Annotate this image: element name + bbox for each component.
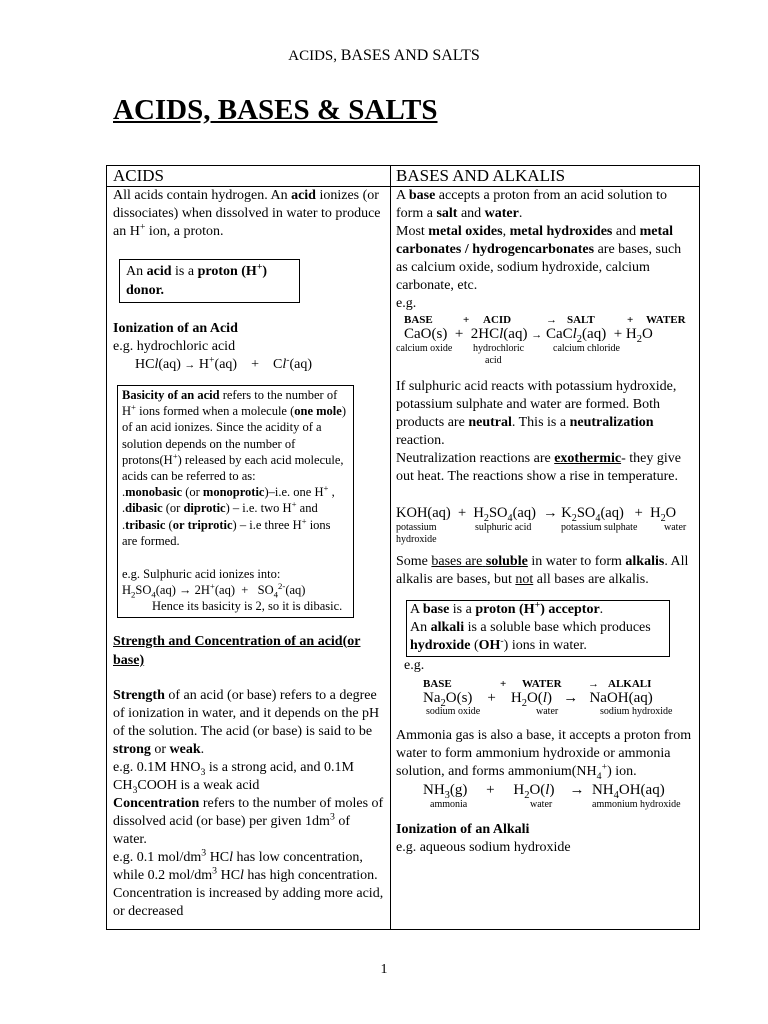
sulphuric-equation: $H_2SO_4(aq) \to 2H^+(aq) + SO_4^{2-}(aq)$ <box>122 581 306 600</box>
column-divider <box>390 166 391 929</box>
acid-ionization-heading: Ionization of an Acid <box>113 321 238 336</box>
cao-equation: BASE + ACID → SALT + WATER CaO(s) + 2HCl(aq) → CaCl$_2$(aq) + $H_2O$ calcium oxide hydrochloric acid calcium chloride <box>396 314 686 366</box>
acids-column-heading: ACIDS <box>113 166 165 185</box>
basicity-box: Basicity of an acid refers to the number of H+ ions formed when a molecule (one mole) of an acid ionizes. Since the acidity of a solution depends on the number of protons(H+) released by each acid molecule, acids can be referred to as: .monobasic (or monoprotic)–i.e. one H+ , .dibasic (or diprotic) – i.e. two H+ and .tribasic (or triprotic) – i.e three H+ ions are formed. e.g. Sulphuric acid ionizes into: $H_2SO_4(aq) \to 2H^+(aq) + SO_4^{2-}(aq)$ Hence its basicity is 2, so it is dibasic. <box>117 385 354 618</box>
strength-text: Strength of an acid (or base) refers to a degree of ionization in water, and it depends on the pH of the solution. The acid (or base) is said to be strong or weak. e.g. 0.1M $HNO_3$ is a strong acid, and 0.1M $CH_3COOH$ is a weak acid Concentration refers to the number of moles of dissolved acid (or base) per given $1dm^3$ of water. e.g. 0.1 mol/$dm^3$ HCl has low concentration, while 0.2 mol/$dm^3$ HCl has high concentration. Concentration is increased by adding more acid, or decreased <box>113 687 384 919</box>
base-examples-text: Most metal oxides, metal hydroxides and metal carbonates / hydrogencarbonates are bases, such as calcium oxide, sodium hydroxide, calcium carbonate, etc. <box>396 224 682 293</box>
acid-definition-box: An acid is a proton (H+) donor. <box>119 259 300 303</box>
page-number: 1 <box>380 962 388 977</box>
acids-column <box>113 187 385 921</box>
neutralization-text: If sulphuric acid reacts with potassium hydroxide, potassium sulphate and water are formed. Both products are neutral. This is a neutralization reaction. <box>396 379 677 448</box>
exothermic-text: Neutralization reactions are exothermic- they give out heat. The reactions show a rise in temperature. <box>396 451 681 484</box>
nh3-equation: $NH_3(g)$ + $H_2O(l)$ → $NH_4OH(aq)$ ammonia water ammonium hydroxide <box>423 782 681 810</box>
content-table <box>106 165 700 930</box>
acid-intro: All acids contain hydrogen. An acid ionizes (or dissociates) when dissolved in water to produce an H+ ion, a proton. <box>113 188 381 239</box>
alkali-ionization-heading: Ionization of an Alkali <box>396 822 530 837</box>
acid-ionization-example: e.g. hydrochloric acid <box>113 339 236 354</box>
alkali-ionization-example: e.g. aqueous sodium hydroxide <box>396 840 571 855</box>
hcl-equation: HCl(aq) → H+(aq) + Cl-(aq) <box>135 354 313 372</box>
running-header: ACIDS, BASES AND SALTS <box>288 47 480 64</box>
strength-heading: Strength and Concentration of an acid(or base) <box>113 633 361 668</box>
alkali-text: Some bases are soluble in water to form alkalis. All alkalis are bases, but not all bases are alkalis. <box>396 554 689 587</box>
base-definition-text: A base accepts a proton from an acid solution to form a salt and water. <box>396 188 668 221</box>
bases-column: A base accepts a proton from an acid solution to form a salt and water. Most metal oxides, metal hydroxides and metal carbonates / hydrogencarbonates are bases, such as calcium oxide, sodium hydroxide, calcium carbonate, etc. e.g. BASE + ACID → SALT + WATER CaO(s) + 2HCl(aq) → CaCl$_2$(aq) + $H_2O$ calcium oxide hydrochloric acid calcium chloride If sulphuric acid reacts with potassium hydroxide, potassium sulphate and water are formed. Both products are neutral. This is a neutralization reaction. Neutralization reactions are exothermic- they give out heat. The reactions show a rise in temperature. $KOH(aq) + H_2SO_4(aq) \to K_2SO_4(aq) + H_2O$ potassium hydroxide sulphuric acid potassium sulphate water Some bases are soluble in water to form alkalis. All alkalis are bases, but not all bases are alkalis. A base is a proton (H+) acceptor. An alkali is a soluble base which produces hydroxide (OH-) ions in water. e.g. BASE + WATER → ALKALI $Na_2O(s)$ + $H_2O(l)$ → NaOH(aq) sodium oxide water sodium hydroxide Ammonia gas is also a base, it accepts a proton from water to form ammonium hydroxide or ammonia solution, and forms $ammonium(NH_4^+)$ ion. $NH_3(g)$ + $H_2O(l)$ → $NH_4OH(aq)$ ammonia water ammonium hydroxide Ionization of an Alkali e.g. aqueous sodium hydroxide <box>396 187 696 857</box>
page-title: ACIDS, BASES & SALTS <box>113 94 438 126</box>
base-alkali-definition-box: A base is a proton (H+) acceptor. An alkali is a soluble base which produces hydroxide (OH-) ions in water. <box>406 600 670 657</box>
na2o-equation: BASE + WATER → ALKALI $Na_2O(s)$ + $H_2O(l)$ → NaOH(aq) sodium oxide water sodium hydroxide <box>423 678 673 717</box>
bases-column-heading: BASES AND ALKALIS <box>396 166 566 185</box>
ammonia-text: Ammonia gas is also a base, it accepts a proton from water to form ammonium hydroxide or ammonia solution, and forms $ammonium(NH_4^+)$ ion. <box>396 728 692 782</box>
koh-equation: $KOH(aq) + H_2SO_4(aq) \to K_2SO_4(aq) + H_2O$ potassium hydroxide sulphuric acid potassium sulphate water <box>396 505 687 545</box>
